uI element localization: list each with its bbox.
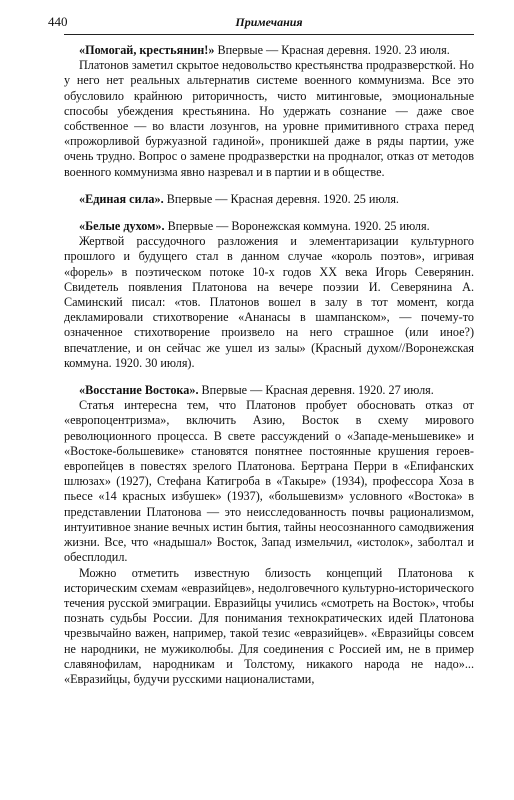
note-edinaya-sila [64,192,474,207]
note-title: «Восстание Востока». [79,383,199,398]
note-heading [64,43,474,58]
note-paragraph: Платонов заметил скрытое недовольство крестьянства продразверсткой. Но у него нет реальных альтернатив системе военного коммунизма. Все это обусловило крайнюю риторичность, чисто митинговые, эмоциональные способы убеждения крестьянина. Но удержать сознание — даже свое собственное — во власти лозунгов, на уровне примитивного страха перед «прожорливой буржуазной гадиной», проникшей даже в ряды партии, уже очень трудно. Вопрос о замене продразверстки на продналог, отказ от методов военного коммунизма явно назревал и в партии и в обществе. [64,58,474,179]
note-paragraph: Статья интересна тем, что Платонов пробует обосновать отказ от «европоцентризма», включить Азию, Восток в схему мирового революционного процесса. В свете рассуждений о «Западе-меньшевике» и «Востоке-большевике» становятся понятнее постоянные крушения героев-европейцев в повестях зрелого Платонова. Бертрана Перри в «Епифанских шлюзах» (1927), Стефана Катигроба в «Такыре» (1934), профессора Хоза в пьесе «14 красных избушек» (1937), «большевизм» условного «Востока» в представлении Платонова — это неисследованность почвы рационализмом, интуитивное знание вечных истин бытия, тайны неосознанного самодвижения жизни. Все, что «надышал» Восток, Запад измельчил, «истолок», заболтал и обесплодил. [64,398,474,565]
note-belye-dukhom [64,219,474,371]
note-title: «Белые духом». [79,219,165,234]
note-paragraph: Можно отметить известную близость концепций Платонова к историческим схемам «евразийцев», недолговечного культурно-исторического течения русской эмиграции. Евразийцы учились «смотреть на Восток», чтобы познать судьбы России. Для понимания технократических идей Платонова чрезвычайно важен, например, такой тезис «евразийцев». «Евразийцы совсем не народники, не мужиколюбы. Для соединения с Россией им, не в пример славянофилам, народникам и Толстому, никакого народа не надо»... «Евразийцы, будучи русскими националистами, [64,565,474,686]
note-paragraph: Жертвой рассудочного разложения и элементаризации культурного прошлого и будущего стал в данном случае «король поэтов», игривая «форель» в поэтическом потоке 10-х годов XX века Игорь Северянин. Свидетель появления Платонова на вечере поэзии И. Северянина А. Саминский писал: «тов. Платонов вошел в залу в тот момент, когда декламировали стихотворение «Ананасы в шампанском», — почему-то означенное стихотворение произвело на него страшное (или иное?) впечатление, и он сейчас же ушел из залы» (Красный духом//Воронежская коммуна. 1920. 30 июля). [64,234,474,370]
note-pomogai [64,43,474,180]
note-source: Впервые — Красная деревня. 1920. 27 июля. [198,383,434,398]
note-heading [64,219,474,234]
note-source: Впервые — Красная деревня. 1920. 25 июля. [163,191,399,206]
header-title: Примечания [235,15,303,29]
note-title: «Единая сила». [79,191,164,206]
note-heading [64,192,474,207]
note-vosstanie-vostoka [64,383,474,687]
note-source: Впервые — Воронежская коммуна. 1920. 25 июля. [164,219,430,234]
note-title: «Помогай, крестьянин!» [79,43,215,57]
note-heading [64,383,474,398]
running-header: 440 Примечания [64,14,474,35]
note-source: Впервые — Красная деревня. 1920. 23 июля. [214,43,450,57]
